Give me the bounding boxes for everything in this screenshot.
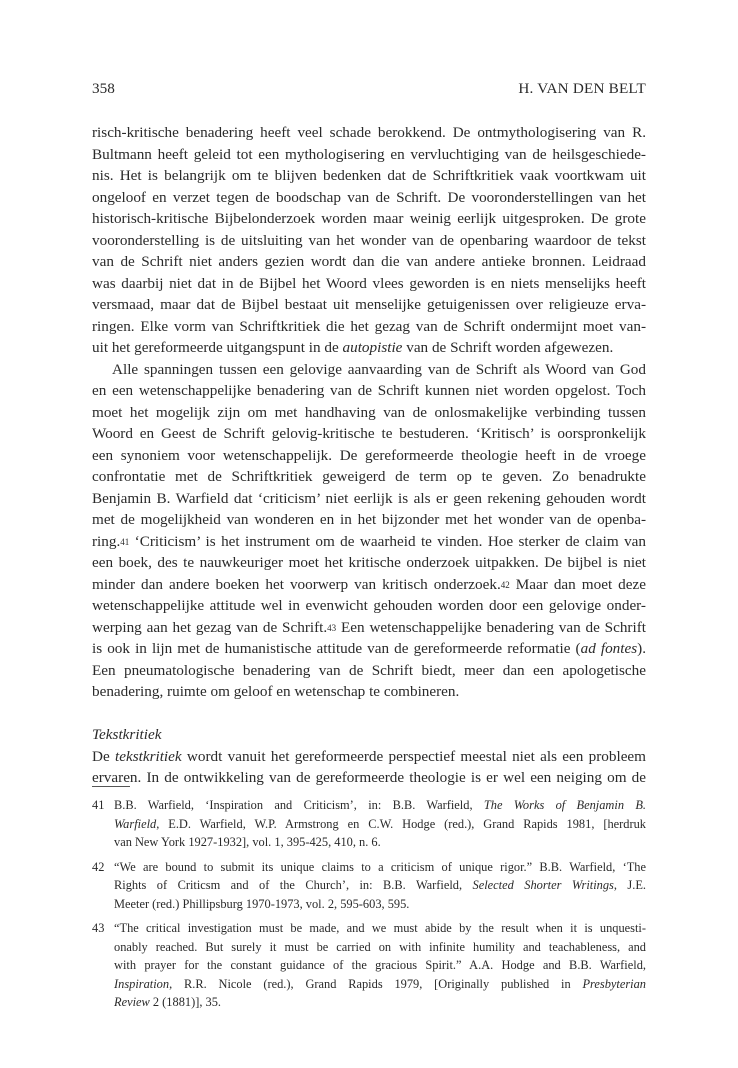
- footnote-line: onably reached. But surely it must be carried on with infinite humility and teachableness, and: [114, 939, 646, 954]
- text-line: Een pneumatologische benadering van de Schrift biedt, meer dan een apologetische: [92, 661, 646, 679]
- text-line: ring.$^{41}$ ‘Criticism’ is het instrument om de waarheid te vinden. Hoe sterker de claim van: [92, 532, 646, 550]
- text-line: een boek, des te nauwkeuriger moet het kritische onderzoek uitpakken. De bijbel is niet: [92, 554, 646, 571]
- running-header: [92, 78, 646, 100]
- footnote-number: 43: [92, 921, 105, 935]
- text-line: historisch-kritische Bijbelonderzoek worden maar weinig eerlijk uitgesproken. De grote: [92, 210, 646, 227]
- footnote-line: Warfield, E.D. Warfield, W.P. Armstrong en C.W. Hodge (red.), Grand Rapids 1981, [herdruk: [114, 816, 646, 831]
- footnote-line: van New York 1927-1932], vol. 1, 395-425, 410, n. 6.: [114, 835, 381, 849]
- text-line: is ook in lijn met de humanistische attitude van de gereformeerde reformatie (ad fontes).: [92, 640, 646, 657]
- footnote-line: “We are bound to submit its unique claims to a criticism of unique rigor.” B.B. Warfield, ‘The: [114, 859, 646, 874]
- text-line: moet het mogelijk zijn om met handhaving van de onlosmakelijke verbinding tussen: [92, 403, 646, 421]
- footnote-line: B.B. Warfield, ‘Inspiration and Criticism’, in: B.B. Warfield, The Works of Benjamin B.: [114, 798, 646, 812]
- footnote-line: Meeter (red.) Phillipsburg 1970-1973, vol. 2, 595-603, 595.: [114, 896, 410, 911]
- footnote-43: [92, 919, 646, 1012]
- text-line: met de mogelijkheid van wonderen en in het bijzonder met het wonder van de openba-: [92, 511, 646, 528]
- text-line: Bultmann heeft geleid tot een mythologisering en vervluchtiging van de heilsgeschiede-: [92, 145, 646, 163]
- text-line: werping aan het gezag van de Schrift.$^{43}$ Een wetenschappelijke benadering van de Schrift: [92, 618, 646, 636]
- main-text: [92, 122, 646, 789]
- section-heading: Tekstkritiek: [92, 726, 162, 743]
- footnote-line: Review 2 (1881)], 35.: [114, 995, 222, 1009]
- text-line: nis. Het is belangrijk om te blijven bedenken dat de Schriftkritiek vaak voortkwam uit: [92, 167, 646, 184]
- footnote-line: with prayer for the constant guidance of the gracious Spirit.” A.A. Hodge and B.B. Warfield,: [114, 958, 646, 972]
- text-line: benadering, ruimte om geloof en wetenschap te combineren.: [92, 683, 460, 700]
- text-line: Alle spanningen tussen een gelovige aanvaarding van de Schrift als Woord van God: [112, 360, 646, 378]
- footnote-line: “The critical investigation must be made, and we must abide by the result when it is unquesti-: [114, 921, 646, 935]
- footnote-ref-41[interactable]: 41: [120, 536, 130, 547]
- paragraph-3: [92, 746, 646, 789]
- text-line: minder dan andere boeken het voorwerp van kritisch onderzoek.$^{42}$ Maar dan moet deze: [92, 575, 646, 593]
- text-line: ervaren. In de ontwikkeling van de gereformeerde theologie is er wel een neiging om de: [92, 769, 646, 786]
- text-line: uit het gereformeerde uitgangspunt in de autopistie van de Schrift worden afgewezen.: [92, 339, 614, 356]
- footnotes: [92, 796, 646, 1018]
- text-line: ringen. Elke vorm van Schriftkritiek die het gezag van de Schrift ondermijnt moet van-: [92, 317, 646, 335]
- italic-term: autopistie: [342, 339, 403, 356]
- text-line: was daarbij niet dat in de Bijbel het Woord vlees geworden is en niets menselijks heeft: [92, 274, 646, 292]
- footnote-line: Inspiration, R.R. Nicole (red.), Grand Rapids 1979, [Originally published in Presbyterian: [114, 976, 646, 991]
- footnote-ref-43[interactable]: 43: [327, 622, 337, 633]
- footnote-ref-42[interactable]: 42: [500, 579, 510, 590]
- text-line: een synoniem voor wetenschappelijk. De gereformeerde theologie heeft in de vroege: [92, 446, 646, 464]
- text-line: ongeloof en verzet tegen de boodschap van de Schrift. De vooronderstellingen van het: [92, 188, 646, 206]
- paragraph-2: [92, 359, 646, 703]
- italic-term: tekstkritiek: [115, 747, 182, 765]
- text-line: Benjamin B. Warfield dat ‘criticism’ niet eerlijk is als er geen rekening gehouden wordt: [92, 489, 646, 507]
- page-number: 358: [92, 80, 115, 97]
- footnote-separator: [92, 786, 130, 787]
- text-line: en een wetenschappelijke benadering van de Schrift kunnen niet worden opgelost. Toch: [92, 382, 646, 399]
- text-line: De tekstkritiek wordt vanuit het gereformeerde perspectief meestal niet als een probleem: [92, 747, 646, 765]
- text-line: wetenschappelijke attitude wel in evenwicht gehouden worden door een gelovige onder-: [92, 597, 646, 614]
- text-line: confrontatie met de Schriftkritiek geweigerd de term op te geven. Zo benadrukte: [92, 468, 646, 485]
- footnote-42: [92, 858, 646, 914]
- paragraph-1: [92, 122, 646, 359]
- footnote-number: 41: [92, 798, 105, 812]
- footnote-41: [92, 796, 646, 852]
- running-title: H. VAN DEN BELT: [518, 80, 646, 97]
- text-line: risch-kritische benadering heeft veel schade berokkend. De ontmythologisering van R.: [92, 124, 646, 141]
- book-page: [92, 0, 646, 1068]
- text-line: Woord en Geest de Schrift gelovig-kritische te bestuderen. ‘Kritisch’ is oorspronkelijk: [92, 425, 646, 442]
- text-line: vooronderstelling is de uitsluiting van het wonder van de openbaring waardoor de tekst: [92, 231, 646, 249]
- text-line: versmaad, maar dat de Bijbel bestaat uit menselijke getuigenissen over religieuze erva-: [92, 296, 646, 313]
- italic-term: ad fontes: [580, 640, 638, 657]
- footnote-line: Rights of Criticsm and of the Church’, in: B.B. Warfield, Selected Shorter Writings, J.E.: [114, 878, 646, 892]
- text-line: van de Schrift niet anders gezien wordt dan die van andere antieke bronnen. Leidraad: [92, 253, 646, 270]
- footnote-number: 42: [92, 859, 105, 874]
